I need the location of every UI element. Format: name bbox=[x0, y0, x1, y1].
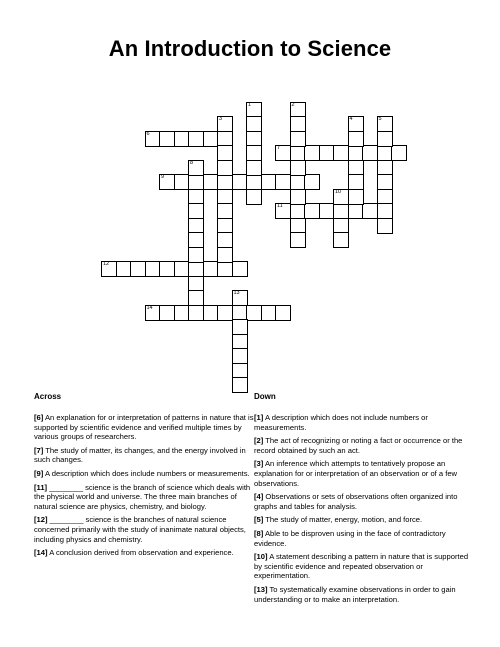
grid-cell[interactable] bbox=[391, 145, 407, 161]
clue-text: ________ science is the branch of science which deals with the physical world and universe. The three main branches of natural science are physics, chemistry, and biology. bbox=[34, 482, 251, 511]
clue-text: ________ science is the branches of natural science concerned primarily with the study of inanimate natural objects, including physics and chemistry. bbox=[34, 515, 246, 544]
clue-text: An explanation for or interpretation of patterns in nature that is supported by scientific evidence and verified multiple times by various groups of researchers. bbox=[34, 413, 254, 442]
grid-cell[interactable] bbox=[348, 131, 364, 147]
puzzle-title: An Introduction to Science bbox=[108, 36, 392, 61]
clue-item bbox=[34, 446, 256, 465]
clue-number: [14] bbox=[34, 548, 48, 558]
cell-number: 14 bbox=[146, 304, 153, 311]
grid-cell[interactable] bbox=[377, 218, 393, 234]
clue-item bbox=[254, 515, 476, 525]
clue-number: [5] bbox=[254, 515, 264, 525]
clue-number: [12] bbox=[34, 515, 48, 525]
cell-number: 9 bbox=[161, 174, 165, 180]
clue-text: A conclusion derived from observation and experience. bbox=[49, 548, 234, 558]
clue-text: The act of recognizing or noting a fact or occurrence or the record obtained by such an act. bbox=[254, 436, 463, 455]
across-clues bbox=[34, 392, 256, 562]
grid-cell[interactable] bbox=[290, 189, 306, 205]
cell-number: 8 bbox=[190, 159, 194, 166]
cell-number: 10 bbox=[335, 188, 342, 195]
clue-number: [6] bbox=[34, 413, 44, 422]
clue-number: [8] bbox=[254, 528, 264, 538]
clue-item bbox=[254, 529, 476, 548]
grid-cell[interactable] bbox=[188, 160, 204, 176]
clue-text: Able to be disproven using in the face of contradictory evidence. bbox=[254, 528, 446, 548]
grid-cell[interactable] bbox=[232, 290, 248, 306]
clue-item bbox=[254, 552, 476, 581]
clue-number: [13] bbox=[254, 584, 268, 594]
cell-number: 5 bbox=[378, 116, 382, 122]
across-heading: Across bbox=[34, 392, 62, 401]
clue-number: [2] bbox=[254, 436, 264, 446]
grid-cell[interactable] bbox=[246, 160, 262, 176]
grid-cell[interactable] bbox=[246, 189, 262, 205]
grid-cell[interactable] bbox=[377, 131, 393, 147]
grid-cell[interactable] bbox=[232, 377, 248, 393]
clue-text: A statement describing a pattern in nature that is supported by scientific evidence and repeated observation or experimentation. bbox=[254, 552, 469, 581]
grid-cell[interactable] bbox=[333, 189, 349, 205]
clue-text: The study of matter, its changes, and the energy involved in such changes. bbox=[34, 445, 246, 465]
clue-number: [11] bbox=[34, 482, 48, 492]
grid-cell[interactable] bbox=[333, 232, 349, 248]
grid-cell[interactable] bbox=[275, 305, 291, 321]
grid-cell[interactable] bbox=[290, 160, 306, 176]
clue-item bbox=[34, 483, 256, 512]
cell-number: 13 bbox=[233, 290, 240, 296]
cell-number: 4 bbox=[349, 116, 353, 122]
down-clues bbox=[254, 392, 476, 608]
clue-number: [10] bbox=[254, 552, 268, 562]
grid-cell[interactable] bbox=[217, 160, 233, 176]
clue-item bbox=[254, 492, 476, 511]
grid-cell[interactable] bbox=[290, 232, 306, 248]
clue-item bbox=[34, 469, 256, 479]
cell-number: 7 bbox=[277, 145, 281, 151]
grid-cell[interactable] bbox=[188, 290, 204, 306]
clue-number: [3] bbox=[254, 459, 264, 469]
down-heading: Down bbox=[254, 392, 276, 401]
grid-cell[interactable] bbox=[348, 189, 364, 205]
clue-item bbox=[34, 413, 256, 442]
clue-text: The study of matter, energy, motion, and force. bbox=[265, 515, 423, 525]
cell-number: 3 bbox=[219, 116, 223, 122]
clue-number: [7] bbox=[34, 445, 44, 455]
clue-item bbox=[254, 436, 476, 455]
cell-number: 2 bbox=[291, 101, 295, 108]
clue-number: [9] bbox=[34, 468, 44, 478]
grid-cell[interactable] bbox=[188, 247, 204, 263]
clue-number: [4] bbox=[254, 492, 264, 502]
cell-number: 1 bbox=[248, 101, 252, 108]
clue-text: A description which does include numbers or measurements. bbox=[44, 468, 250, 478]
clue-item bbox=[254, 413, 476, 432]
grid-cell[interactable] bbox=[217, 247, 233, 263]
clue-item bbox=[254, 459, 476, 488]
clue-item bbox=[34, 515, 256, 544]
cell-number: 11 bbox=[277, 203, 283, 209]
clue-item bbox=[34, 548, 256, 558]
clue-text: Observations or sets of observations often organized into graphs and tables for analysis. bbox=[254, 492, 458, 511]
cell-number: 12 bbox=[103, 261, 110, 267]
cell-number: 6 bbox=[146, 130, 150, 137]
clue-text: To systematically examine observations in order to gain understanding or to make an interpretation. bbox=[254, 584, 456, 604]
clue-text: A description which does not include numbers or measurements. bbox=[254, 413, 428, 432]
clue-item bbox=[254, 585, 476, 604]
clue-number: [1] bbox=[254, 413, 264, 422]
grid-cell[interactable] bbox=[304, 174, 320, 190]
grid-cell[interactable] bbox=[290, 131, 306, 147]
clue-text: An inference which attempts to tentatively propose an explanation for or interpretation of an observation or of a few observations. bbox=[254, 459, 458, 488]
grid-cell[interactable] bbox=[232, 261, 248, 277]
